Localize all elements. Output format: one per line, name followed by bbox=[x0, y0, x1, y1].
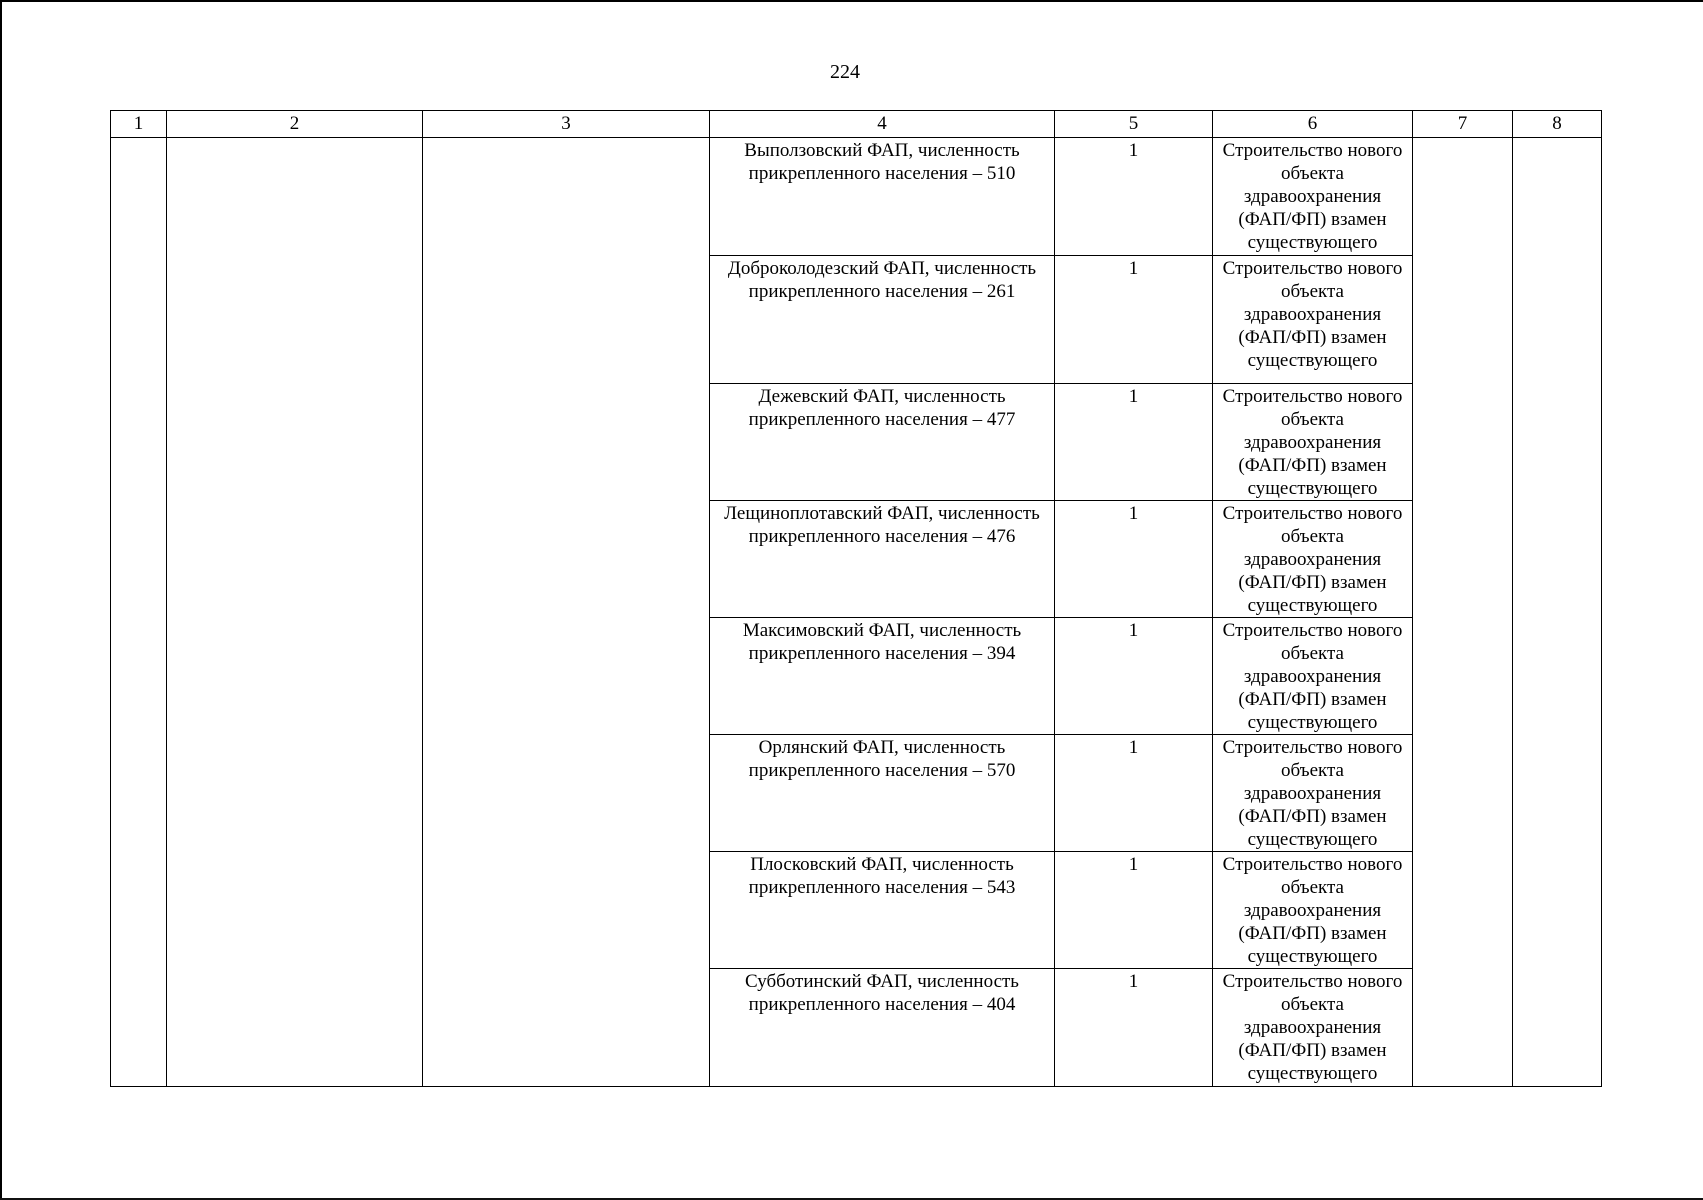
quantity-cell bbox=[1055, 618, 1213, 735]
facility-name: Плосковский ФАП, численность прикрепленного населения – 543 bbox=[748, 854, 1016, 898]
empty-cell-col2 bbox=[167, 138, 423, 1087]
action-cell bbox=[1213, 969, 1413, 1087]
action-cell bbox=[1213, 501, 1413, 618]
action-cell bbox=[1213, 852, 1413, 969]
empty-cell-col7 bbox=[1413, 138, 1513, 1087]
action-cell bbox=[1213, 618, 1413, 735]
planned-action: Строительство нового объекта здравоохранения (ФАП/ФП) взамен существующего bbox=[1222, 971, 1403, 1084]
column-header-4: 4 bbox=[710, 111, 1055, 138]
facility-name: Дежевский ФАП, численность прикрепленного населения – 477 bbox=[748, 386, 1016, 430]
quantity-cell bbox=[1055, 138, 1213, 256]
facility-name: Лещиноплотавский ФАП, численность прикрепленного населения – 476 bbox=[724, 503, 1040, 547]
quantity: 1 bbox=[1128, 620, 1139, 641]
planned-action: Строительство нового объекта здравоохранения (ФАП/ФП) взамен существующего bbox=[1222, 854, 1403, 967]
facility-name: Доброколодезский ФАП, численность прикрепленного населения – 261 bbox=[727, 258, 1037, 302]
quantity-cell bbox=[1055, 384, 1213, 501]
facility-name-cell bbox=[710, 256, 1055, 384]
column-header-6: 6 bbox=[1213, 111, 1413, 138]
facility-name-cell bbox=[710, 618, 1055, 735]
facility-name-cell bbox=[710, 501, 1055, 618]
planned-action: Строительство нового объекта здравоохранения (ФАП/ФП) взамен существующего bbox=[1222, 386, 1403, 499]
planned-action: Строительство нового объекта здравоохранения (ФАП/ФП) взамен существующего bbox=[1222, 140, 1403, 253]
facility-name-cell bbox=[710, 138, 1055, 256]
column-header-5: 5 bbox=[1055, 111, 1213, 138]
quantity-cell bbox=[1055, 852, 1213, 969]
table-header-row bbox=[111, 111, 1602, 138]
page-number: 224 bbox=[830, 61, 860, 83]
column-header-7: 7 bbox=[1413, 111, 1513, 138]
facility-name-cell bbox=[710, 384, 1055, 501]
action-cell bbox=[1213, 735, 1413, 852]
facility-name-cell bbox=[710, 969, 1055, 1087]
quantity: 1 bbox=[1128, 971, 1139, 992]
facility-name: Максимовский ФАП, численность прикрепленного населения – 394 bbox=[742, 620, 1022, 664]
column-header-8: 8 bbox=[1513, 111, 1602, 138]
empty-cell-col1 bbox=[111, 138, 167, 1087]
page-border-left bbox=[0, 0, 2, 1200]
quantity: 1 bbox=[1128, 140, 1139, 161]
facility-name: Орлянский ФАП, численность прикрепленного населения – 570 bbox=[748, 737, 1016, 781]
quantity-cell bbox=[1055, 501, 1213, 618]
empty-cell-col3 bbox=[423, 138, 710, 1087]
quantity-cell bbox=[1055, 735, 1213, 852]
quantity-cell bbox=[1055, 969, 1213, 1087]
quantity: 1 bbox=[1128, 503, 1139, 524]
facility-name: Выползовский ФАП, численность прикрепленного населения – 510 bbox=[744, 140, 1020, 184]
planned-action: Строительство нового объекта здравоохранения (ФАП/ФП) взамен существующего bbox=[1222, 737, 1403, 850]
planned-action: Строительство нового объекта здравоохранения (ФАП/ФП) взамен существующего bbox=[1222, 503, 1403, 616]
column-header-3: 3 bbox=[423, 111, 710, 138]
action-cell bbox=[1213, 384, 1413, 501]
quantity: 1 bbox=[1128, 854, 1139, 875]
quantity: 1 bbox=[1128, 737, 1139, 758]
column-header-1: 1 bbox=[111, 111, 167, 138]
action-cell bbox=[1213, 138, 1413, 256]
table-row bbox=[111, 138, 1602, 256]
facility-name-cell bbox=[710, 852, 1055, 969]
document-table bbox=[110, 110, 1602, 1087]
quantity: 1 bbox=[1128, 386, 1139, 407]
empty-cell-col8 bbox=[1513, 138, 1602, 1087]
planned-action: Строительство нового объекта здравоохранения (ФАП/ФП) взамен существующего bbox=[1222, 620, 1403, 733]
action-cell bbox=[1213, 256, 1413, 384]
facility-name: Субботинский ФАП, численность прикрепленного населения – 404 bbox=[745, 971, 1019, 1015]
column-header-2: 2 bbox=[167, 111, 423, 138]
planned-action: Строительство нового объекта здравоохранения (ФАП/ФП) взамен существующего bbox=[1222, 258, 1403, 371]
facility-name-cell bbox=[710, 735, 1055, 852]
quantity-cell bbox=[1055, 256, 1213, 384]
quantity: 1 bbox=[1128, 258, 1139, 279]
page-border-top bbox=[0, 0, 1703, 2]
